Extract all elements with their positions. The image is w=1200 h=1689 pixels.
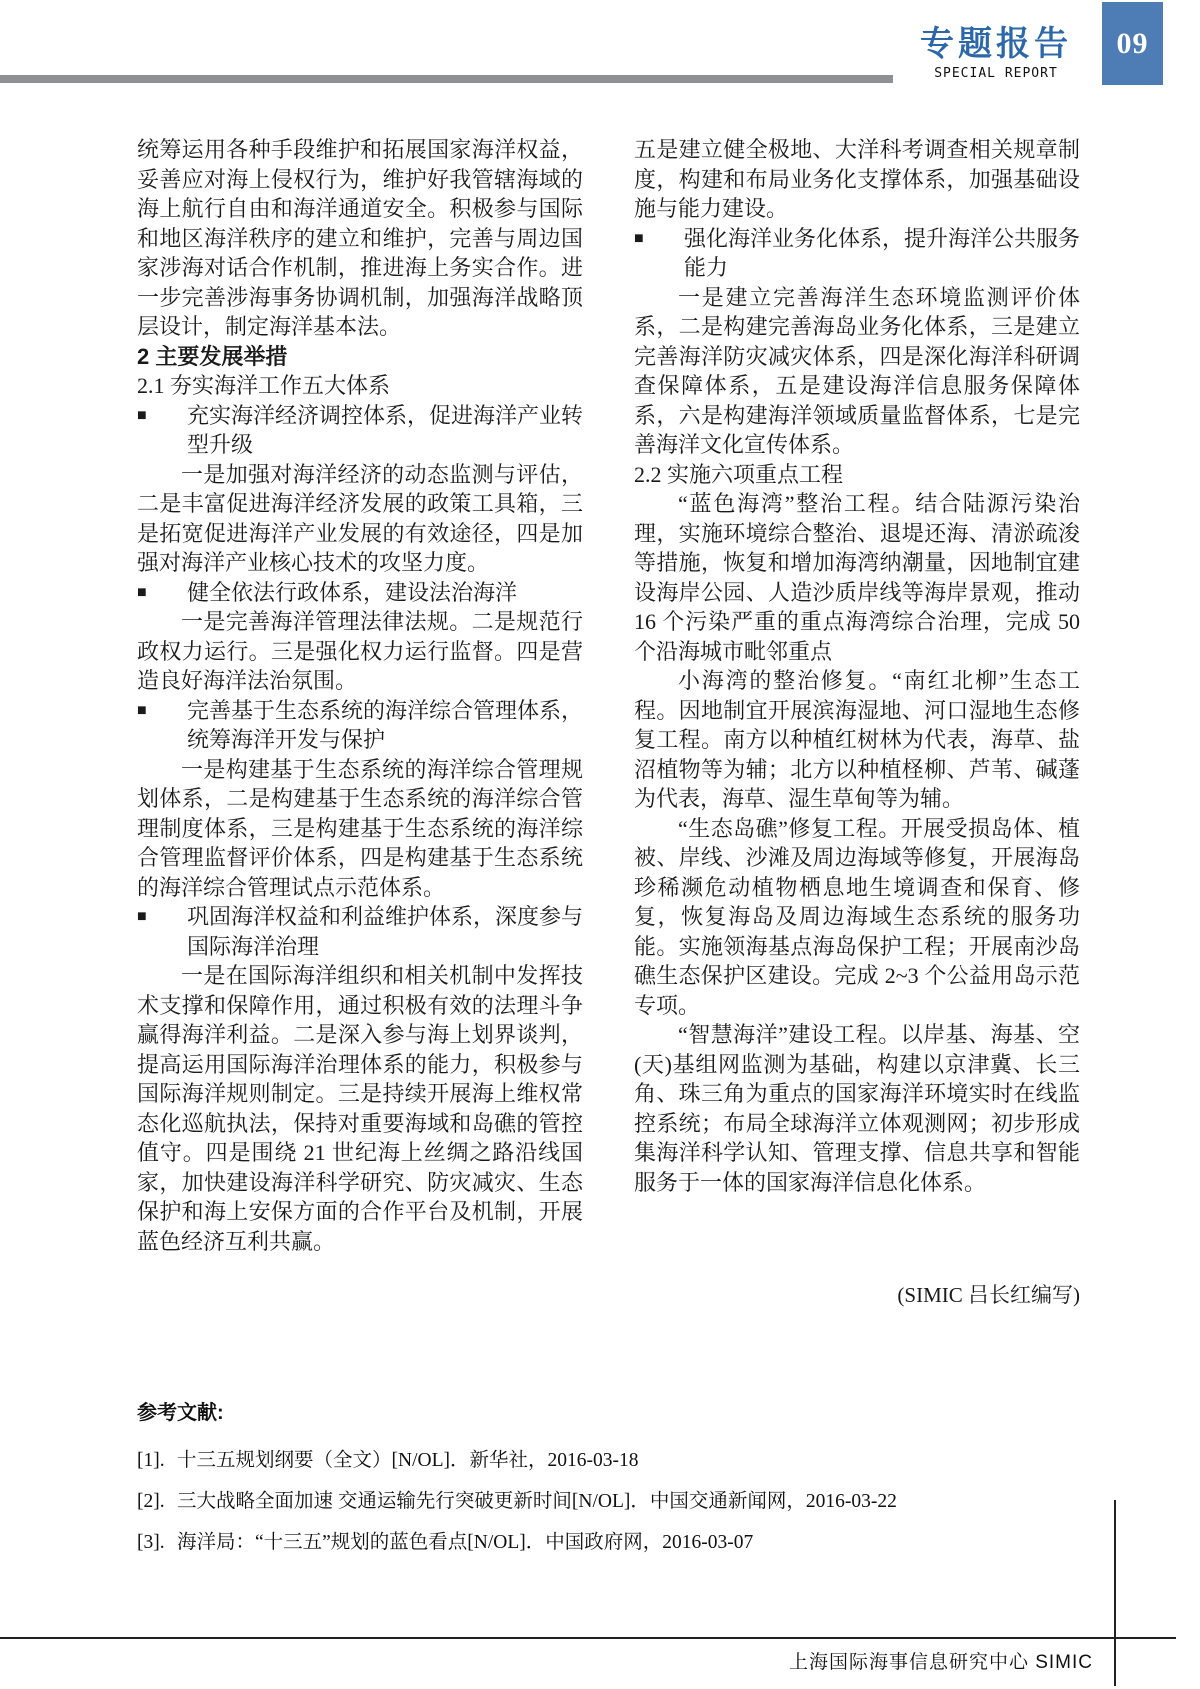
reference-label: [1]. bbox=[137, 1450, 165, 1471]
bullet-square-icon: ■ bbox=[634, 229, 644, 247]
left-column bbox=[137, 135, 583, 1256]
subsection-heading: 2.2 实施六项重点工程 bbox=[634, 461, 844, 487]
paragraph: 一是完善海洋管理法律法规。二是规范行政权力运行。三是强化权力运行监督。四是营造良好海洋法治氛围。 bbox=[137, 609, 583, 693]
page-subtitle: SPECIAL REPORT bbox=[934, 66, 1058, 81]
bullet-item bbox=[137, 401, 583, 460]
page-title: 专题报告 bbox=[920, 25, 1072, 63]
bullet-square-icon: ■ bbox=[137, 701, 147, 719]
header-gray-bar bbox=[0, 75, 893, 83]
paragraph: 小海湾的整治修复。“南红北柳”生态工程。因地制宜开展滨海湿地、河口湿地生态修复工程。南方以种植红树林为代表，海草、盐沼植物等为辅；北方以种植柽柳、芦苇、碱蓬为代表，海草、湿生草甸等为辅。 bbox=[634, 668, 1080, 811]
bullet-text: 健全依法行政体系，建设法治海洋 bbox=[187, 579, 518, 605]
bullet-item bbox=[137, 696, 583, 755]
reference-text: 三大战略全面加速 交通运输先行突破更新时间[N/OL]．中国交通新闻网，2016-03-22 bbox=[177, 1491, 897, 1512]
reference-item bbox=[137, 1522, 1087, 1563]
bullet-item bbox=[137, 578, 583, 608]
paragraph: 一是建立完善海洋生态环境监测评价体系，二是构建完善海岛业务化体系，三是建立完善海洋防灾减灾体系，四是深化海洋科研调查保障体系，五是建设海洋信息服务保障体系，六是构建海洋领域质量监督体系，七是完善海洋文化宣传体系。 bbox=[634, 284, 1080, 457]
bullet-square-icon: ■ bbox=[137, 583, 147, 601]
bullet-text: 完善基于生态系统的海洋综合管理体系，统筹海洋开发与保护 bbox=[187, 697, 584, 752]
bullet-text: 强化海洋业务化体系，提升海洋公共服务能力 bbox=[684, 225, 1081, 280]
paragraph: 五是建立健全极地、大洋科考调查相关规章制度，构建和布局业务化支撑体系，加强基础设施与能力建设。 bbox=[634, 137, 1080, 221]
bullet-square-icon: ■ bbox=[137, 406, 147, 424]
page-number: 09 bbox=[1116, 26, 1149, 60]
subsection-heading: 2.1 夯实海洋工作五大体系 bbox=[137, 373, 391, 398]
paragraph: 一是加强对海洋经济的动态监测与评估，二是丰富促进海洋经济发展的政策工具箱，三是拓宽促进海洋产业发展的有效途径，四是加强对海洋产业核心技术的攻坚力度。 bbox=[137, 461, 583, 575]
paragraph: “智慧海洋”建设工程。以岸基、海基、空(天)基组网监测为基础，构建以京津冀、长三角、珠三角为重点的国家海洋环境实时在线监控系统；布局全球海洋立体观测网；初步形成集海洋科学认知、管理支撑、信息共享和智能服务于一体的国家海洋信息化体系。 bbox=[634, 1022, 1080, 1195]
bullet-item bbox=[137, 902, 583, 961]
paragraph: “蓝色海湾”整治工程。结合陆源污染治理，实施环境综合整治、退堤还海、清淤疏浚等措施，恢复和增加海湾纳潮量，因地制宜建设海岸公园、人造沙质岸线等海岸景观，推动 16 个污染严重的重点海湾综合治理，完成 50 个沿海城市毗邻重点 bbox=[634, 491, 1080, 664]
bullet-square-icon: ■ bbox=[137, 908, 147, 925]
reference-label: [2]. bbox=[137, 1491, 165, 1512]
section-heading: 2 主要发展举措 bbox=[137, 343, 288, 369]
reference-item bbox=[137, 1481, 1087, 1522]
paragraph: “生态岛礁”修复工程。开展受损岛体、植被、岸线、沙滩及周边海域等修复，开展海岛珍稀濒危动植物栖息地生境调查和保育、修复，恢复海岛及周边海域生态系统的服务功能。实施领海基点海岛保护工程；开展南沙岛礁生态保护区建设。完成 2~3 个公益用岛示范专项。 bbox=[634, 815, 1080, 1018]
bullet-text: 充实海洋经济调控体系，促进海洋产业转型升级 bbox=[187, 402, 584, 457]
right-column bbox=[634, 135, 1080, 1311]
author-byline: (SIMIC 吕长红编写) bbox=[897, 1283, 1080, 1307]
paragraph: 统筹运用各种手段维护和拓展国家海洋权益，妥善应对海上侵权行为，维护好我管辖海域的海上航行自由和海洋通道安全。积极参与国际和地区海洋秩序的建立和维护，完善与周边国家涉海对话合作机制，推进海上务实合作。进一步完善涉海事务协调机制，加强海洋战略顶层设计，制定海洋基本法。 bbox=[137, 137, 583, 339]
paragraph: 一是构建基于生态系统的海洋综合管理规划体系，二是构建基于生态系统的海洋综合管理制度体系，三是构建基于生态系统的海洋综合管理监督评价体系，四是构建基于生态系统的海洋综合管理试点示范体系。 bbox=[137, 756, 583, 900]
references-section bbox=[137, 1398, 1087, 1563]
footer-organization: 上海国际海事信息研究中心 SIMIC bbox=[788, 1652, 1093, 1673]
reference-text: 十三五规划纲要（全文）[N/OL]．新华社，2016-03-18 bbox=[177, 1450, 639, 1471]
reference-text: 海洋局：“十三五”规划的蓝色看点[N/OL]．中国政府网，2016-03-07 bbox=[177, 1532, 754, 1553]
reference-item bbox=[137, 1440, 1087, 1481]
footer-vertical-rule bbox=[1114, 1500, 1116, 1686]
references-heading: 参考文献: bbox=[137, 1402, 224, 1424]
bullet-text: 巩固海洋权益和利益维护体系，深度参与国际海洋治理 bbox=[187, 904, 584, 959]
page-number-badge bbox=[1102, 2, 1163, 85]
footer-divider bbox=[0, 1637, 1176, 1639]
paragraph: 一是在国际海洋组织和相关机制中发挥技术支撑和保障作用，通过积极有效的法理斗争赢得海洋利益。二是深入参与海上划界谈判，提高运用国际海洋治理体系的能力，积极参与国际海洋规则制定。三是持续开展海上维权常态化巡航执法，保持对重要海域和岛礁的管控值守。四是围绕 21 世纪海上丝绸之路沿线国家，加快建设海洋科学研究、防灾减灾、生态保护和海上安保方面的合作平台及机制，开展蓝色经济互利共赢。 bbox=[137, 963, 583, 1254]
bullet-item bbox=[634, 224, 1080, 283]
reference-label: [3]. bbox=[137, 1532, 165, 1553]
